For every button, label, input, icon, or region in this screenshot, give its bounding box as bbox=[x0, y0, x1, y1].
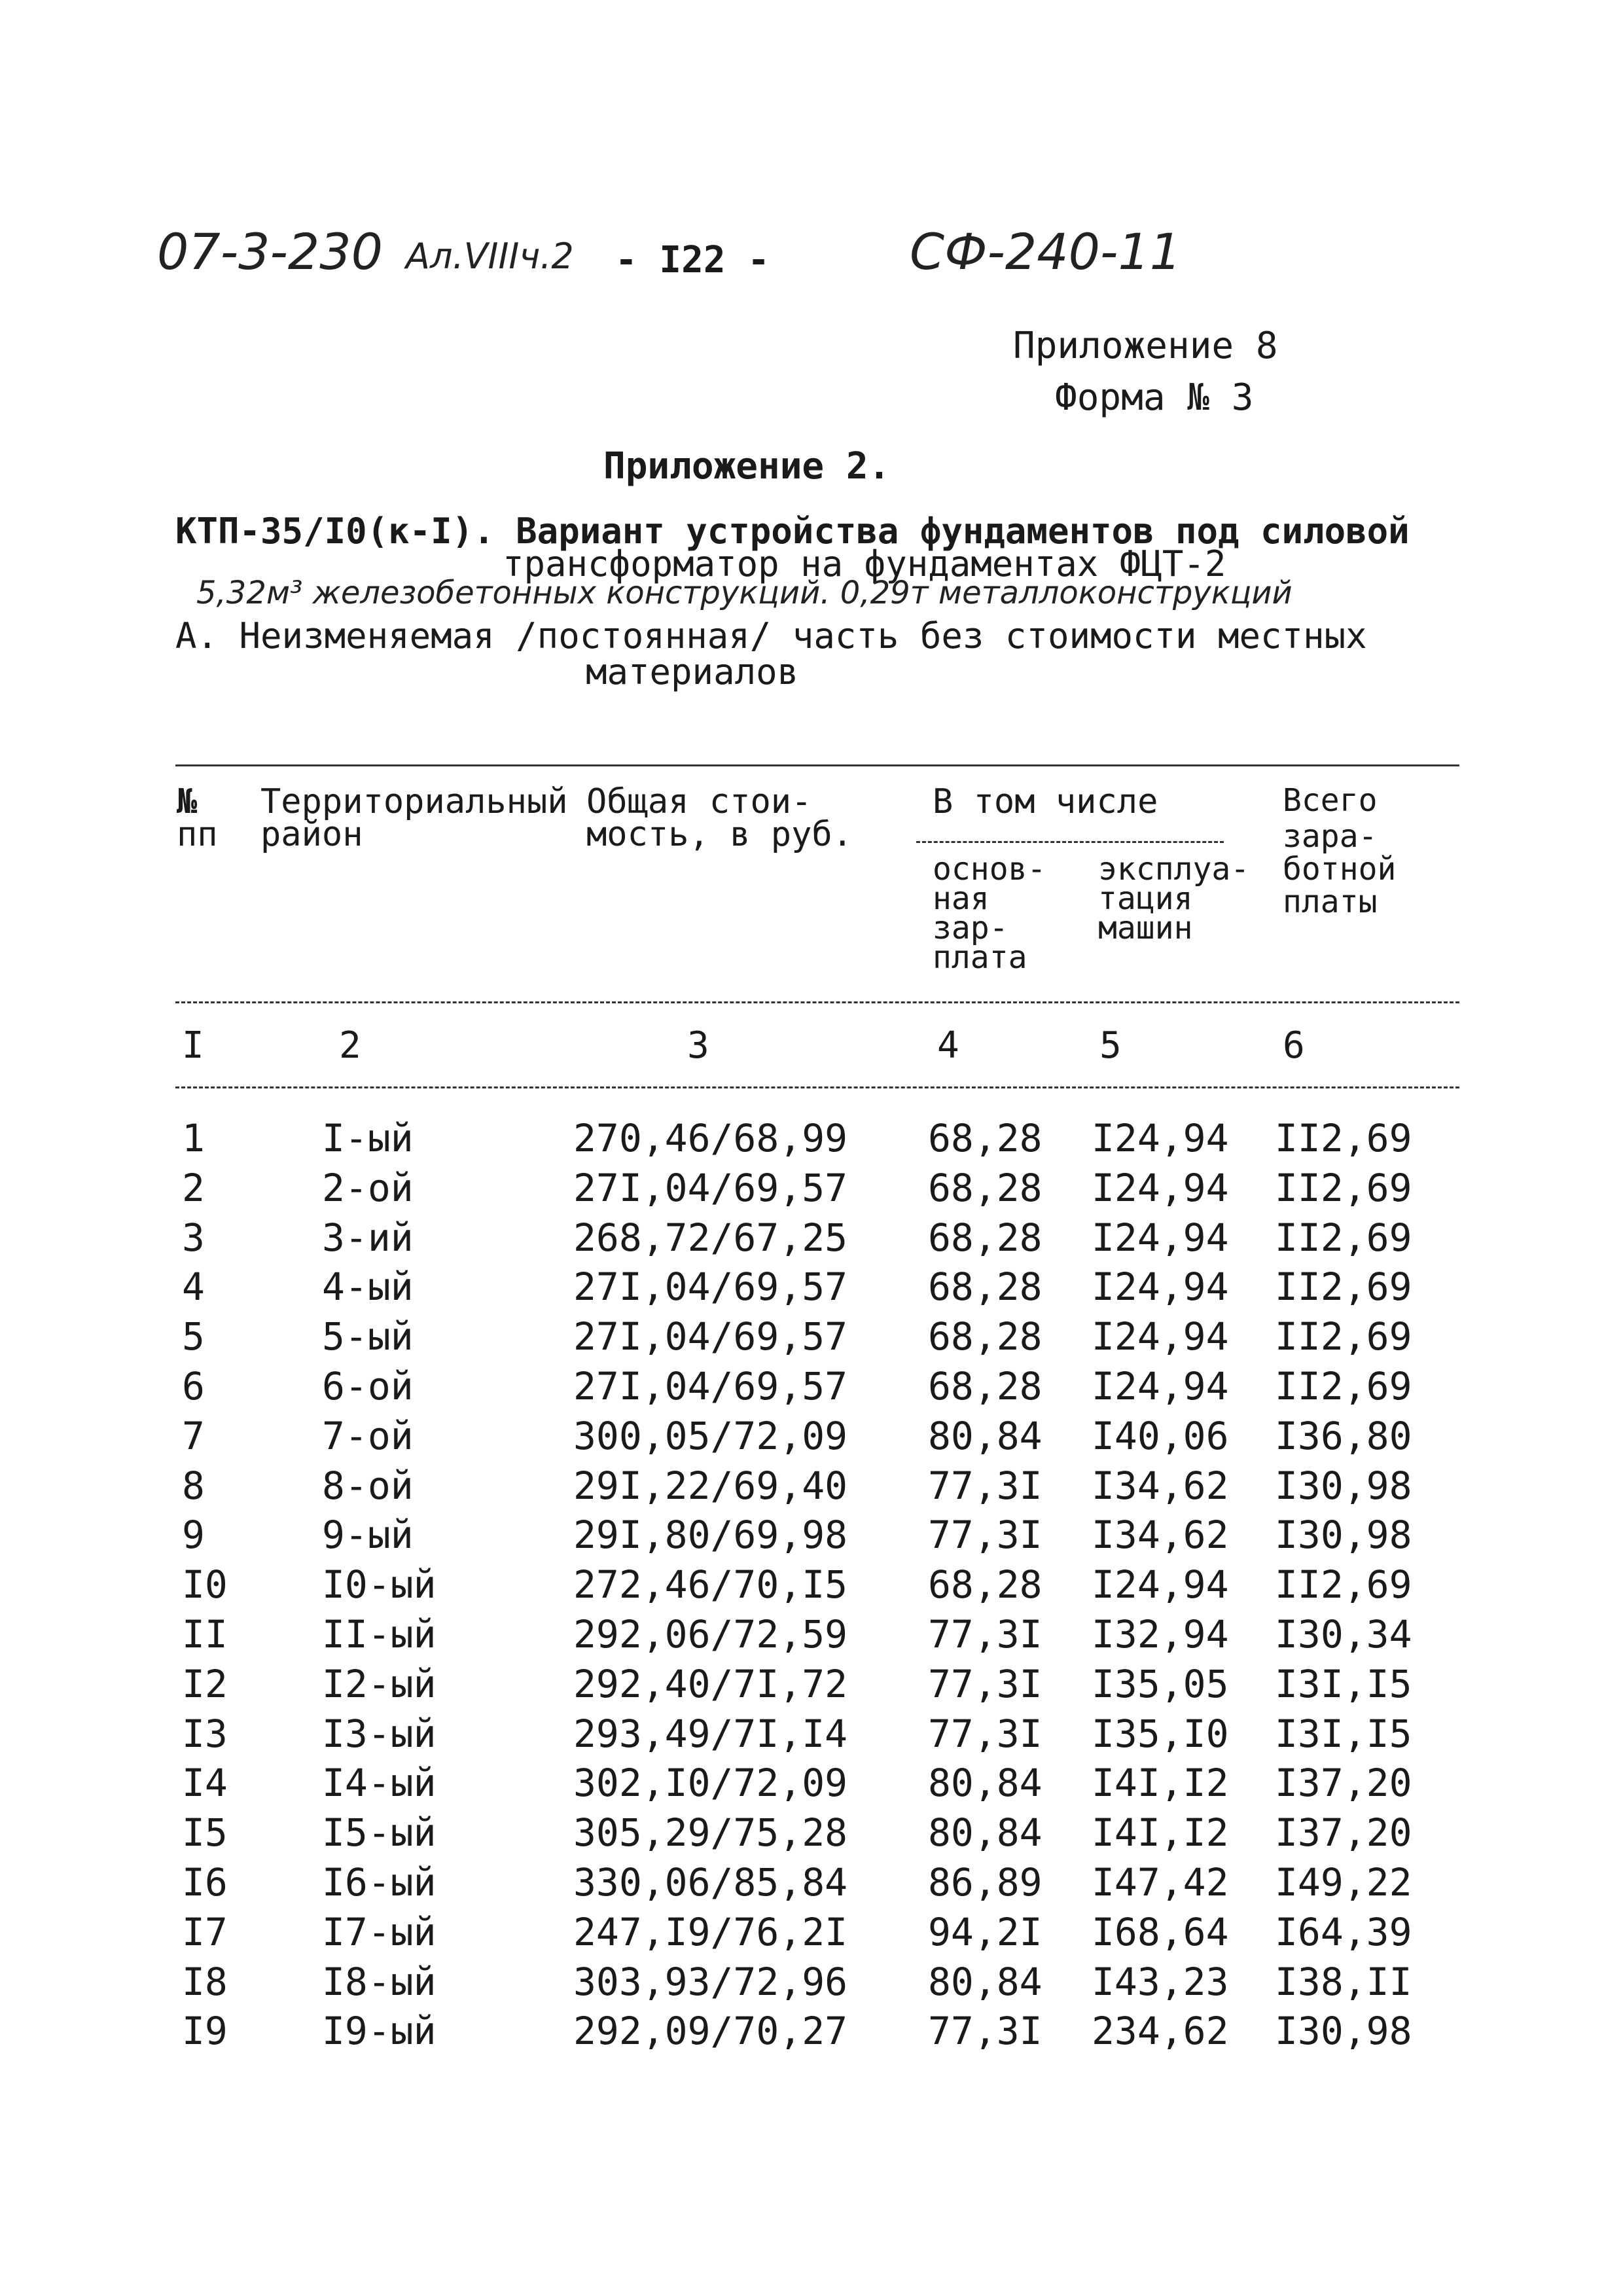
cell-number: 6 bbox=[182, 1364, 205, 1408]
cell-region: 8-ой bbox=[322, 1463, 414, 1508]
cell-total-cost: 300,05/72,09 bbox=[573, 1413, 848, 1458]
cell-total-wages: I64,39 bbox=[1275, 1909, 1412, 1954]
cell-base-wage: 80,84 bbox=[928, 1810, 1043, 1856]
cell-total-cost: 303,93/72,96 bbox=[573, 1959, 848, 2004]
cell-machine-operation: I24,94 bbox=[1092, 1215, 1229, 1260]
title-line-2: трансформатор на фундаментах ФЦТ-2 bbox=[503, 543, 1226, 584]
cell-region: 6-ой bbox=[322, 1364, 414, 1408]
section-line-1: А. Неизменяемая /постоянная/ часть без стоимости местных bbox=[175, 615, 1367, 656]
cell-number: 8 bbox=[182, 1463, 205, 1508]
cell-total-cost: 29I,80/69,98 bbox=[573, 1513, 848, 1558]
header-wages-1: Всего bbox=[1283, 782, 1378, 819]
cell-region: 5-ый bbox=[322, 1314, 414, 1359]
cell-number: I9 bbox=[182, 2009, 228, 2054]
cell-number: 4 bbox=[182, 1265, 205, 1310]
cell-total-wages: I38,II bbox=[1275, 1959, 1412, 2004]
cell-number: I6 bbox=[182, 1860, 228, 1905]
cell-base-wage: 77,3I bbox=[928, 1513, 1043, 1558]
cell-machine-operation: I24,94 bbox=[1092, 1364, 1229, 1408]
header-base-4: плата bbox=[933, 939, 1027, 976]
cell-number: I4 bbox=[182, 1761, 228, 1806]
cell-total-wages: I30,98 bbox=[1275, 2009, 1412, 2054]
cell-total-cost: 330,06/85,84 bbox=[573, 1860, 848, 1905]
album-reference: Ал.VIIIч.2 bbox=[406, 236, 574, 277]
cell-base-wage: 68,28 bbox=[928, 1116, 1043, 1160]
header-including: В том числе bbox=[933, 782, 1158, 821]
cell-machine-operation: I34,62 bbox=[1092, 1463, 1229, 1508]
cell-region: 9-ый bbox=[322, 1513, 414, 1558]
cell-total-wages: I30,98 bbox=[1275, 1513, 1412, 1558]
cell-total-wages: I37,20 bbox=[1275, 1810, 1412, 1856]
cell-number: II bbox=[182, 1612, 228, 1657]
cell-region: I8-ый bbox=[322, 1959, 437, 2004]
cell-machine-operation: I40,06 bbox=[1092, 1413, 1229, 1458]
page-number: - I22 - bbox=[615, 239, 770, 281]
cell-total-wages: II2,69 bbox=[1275, 1314, 1412, 1359]
cell-region: I0-ый bbox=[322, 1562, 437, 1607]
header-base-1: основ- bbox=[933, 851, 1046, 888]
cell-region: 2-ой bbox=[322, 1165, 414, 1210]
cell-total-wages: I3I,I5 bbox=[1275, 1711, 1412, 1756]
header-base-3: зар- bbox=[933, 910, 1008, 946]
cell-number: I3 bbox=[182, 1711, 228, 1756]
cell-region: I6-ый bbox=[322, 1860, 437, 1905]
cell-total-cost: 27I,04/69,57 bbox=[573, 1314, 848, 1359]
col-number-4: 4 bbox=[937, 1024, 959, 1067]
cell-machine-operation: I47,42 bbox=[1092, 1860, 1229, 1905]
cell-region: II-ый bbox=[322, 1612, 437, 1657]
cell-number: I7 bbox=[182, 1909, 228, 1954]
cell-region: I9-ый bbox=[322, 2009, 437, 2054]
col-number-3: 3 bbox=[687, 1024, 709, 1067]
header-wages-4: платы bbox=[1283, 884, 1378, 920]
header-machine-3: машин bbox=[1098, 910, 1193, 946]
header-machine-1: эксплуа- bbox=[1098, 851, 1250, 888]
header-wages-3: ботной bbox=[1283, 851, 1397, 888]
cell-total-cost: 29I,22/69,40 bbox=[573, 1463, 848, 1508]
cell-number: 7 bbox=[182, 1413, 205, 1458]
cell-base-wage: 80,84 bbox=[928, 1761, 1043, 1806]
cell-region: I2-ый bbox=[322, 1661, 437, 1706]
cell-base-wage: 77,3I bbox=[928, 2009, 1043, 2054]
handwritten-note: 5,32м³ железобетонных конструкций. 0,29т металлоконструкций bbox=[196, 575, 1293, 611]
table-top-rule bbox=[175, 764, 1459, 766]
header-wages-2: зара- bbox=[1283, 818, 1378, 855]
header-total-2: мость, в руб. bbox=[586, 815, 853, 854]
cell-total-cost: 293,49/7I,I4 bbox=[573, 1711, 848, 1756]
cell-total-wages: I3I,I5 bbox=[1275, 1661, 1412, 1706]
including-rule bbox=[916, 841, 1224, 843]
cell-region: 3-ий bbox=[322, 1215, 414, 1260]
cell-base-wage: 86,89 bbox=[928, 1860, 1043, 1905]
cell-machine-operation: I35,05 bbox=[1092, 1661, 1229, 1706]
cell-region: I3-ый bbox=[322, 1711, 437, 1756]
cell-total-cost: 268,72/67,25 bbox=[573, 1215, 848, 1260]
cell-number: 9 bbox=[182, 1513, 205, 1558]
cell-machine-operation: I24,94 bbox=[1092, 1314, 1229, 1359]
cell-total-cost: 27I,04/69,57 bbox=[573, 1364, 848, 1408]
cell-total-wages: I36,80 bbox=[1275, 1413, 1412, 1458]
cell-base-wage: 68,28 bbox=[928, 1364, 1043, 1408]
header-region-2: район bbox=[260, 815, 363, 854]
cell-region: 4-ый bbox=[322, 1265, 414, 1310]
cell-total-cost: 292,06/72,59 bbox=[573, 1612, 848, 1657]
cell-machine-operation: I24,94 bbox=[1092, 1165, 1229, 1210]
cell-machine-operation: I32,94 bbox=[1092, 1612, 1229, 1657]
cell-total-cost: 272,46/70,I5 bbox=[573, 1562, 848, 1607]
cell-total-wages: II2,69 bbox=[1275, 1215, 1412, 1260]
cell-total-wages: II2,69 bbox=[1275, 1165, 1412, 1210]
cell-total-cost: 292,40/7I,72 bbox=[573, 1661, 848, 1706]
header-total: Общая стои- bbox=[586, 782, 812, 821]
cell-region: I4-ый bbox=[322, 1761, 437, 1806]
cell-machine-operation: I68,64 bbox=[1092, 1909, 1229, 1954]
cell-region: I-ый bbox=[322, 1116, 414, 1160]
cell-total-wages: II2,69 bbox=[1275, 1116, 1412, 1160]
cell-machine-operation: I4I,I2 bbox=[1092, 1761, 1229, 1806]
appendix-main: Приложение 8 bbox=[1013, 325, 1278, 367]
cell-total-cost: 305,29/75,28 bbox=[573, 1810, 848, 1856]
col-number-6: 6 bbox=[1283, 1024, 1305, 1067]
cell-machine-operation: I4I,I2 bbox=[1092, 1810, 1229, 1856]
cell-total-wages: II2,69 bbox=[1275, 1364, 1412, 1408]
header-base-2: ная bbox=[933, 880, 990, 917]
title-line-1: КТП-35/I0(к-I). Вариант устройства фундаментов под силовой bbox=[175, 511, 1410, 552]
cell-total-wages: II2,69 bbox=[1275, 1562, 1412, 1607]
cell-number: I5 bbox=[182, 1810, 228, 1856]
cell-number: I0 bbox=[182, 1562, 228, 1607]
cell-base-wage: 68,28 bbox=[928, 1265, 1043, 1310]
header-num: № bbox=[177, 782, 198, 821]
cell-region: 7-ой bbox=[322, 1413, 414, 1458]
cell-machine-operation: 234,62 bbox=[1092, 2009, 1229, 2054]
cell-base-wage: 94,2I bbox=[928, 1909, 1043, 1954]
cell-total-cost: 270,46/68,99 bbox=[573, 1116, 848, 1160]
cell-machine-operation: I35,I0 bbox=[1092, 1711, 1229, 1756]
cell-total-cost: 27I,04/69,57 bbox=[573, 1265, 848, 1310]
cell-total-wages: I37,20 bbox=[1275, 1761, 1412, 1806]
cell-machine-operation: I24,94 bbox=[1092, 1562, 1229, 1607]
appendix-sub: Приложение 2. bbox=[603, 445, 891, 488]
cell-number: I8 bbox=[182, 1959, 228, 2004]
colnum-bottom-rule bbox=[175, 1086, 1459, 1088]
cell-base-wage: 68,28 bbox=[928, 1314, 1043, 1359]
document-code: 07-3-230 bbox=[157, 223, 383, 281]
cell-base-wage: 68,28 bbox=[928, 1165, 1043, 1210]
cell-total-wages: II2,69 bbox=[1275, 1265, 1412, 1310]
cell-total-wages: I49,22 bbox=[1275, 1860, 1412, 1905]
cell-machine-operation: I24,94 bbox=[1092, 1116, 1229, 1160]
cell-total-cost: 27I,04/69,57 bbox=[573, 1165, 848, 1210]
cell-base-wage: 80,84 bbox=[928, 1959, 1043, 2004]
cell-number: 2 bbox=[182, 1165, 205, 1210]
cell-base-wage: 68,28 bbox=[928, 1215, 1043, 1260]
cell-base-wage: 80,84 bbox=[928, 1413, 1043, 1458]
cell-number: 1 bbox=[182, 1116, 205, 1160]
cell-total-wages: I30,98 bbox=[1275, 1463, 1412, 1508]
cell-base-wage: 77,3I bbox=[928, 1612, 1043, 1657]
cell-number: 5 bbox=[182, 1314, 205, 1359]
cell-region: I5-ый bbox=[322, 1810, 437, 1856]
col-number-2: 2 bbox=[339, 1024, 361, 1067]
cell-base-wage: 77,3I bbox=[928, 1711, 1043, 1756]
cell-region: I7-ый bbox=[322, 1909, 437, 1954]
cell-number: I2 bbox=[182, 1661, 228, 1706]
cell-base-wage: 77,3I bbox=[928, 1661, 1043, 1706]
cell-total-cost: 292,09/70,27 bbox=[573, 2009, 848, 2054]
cell-machine-operation: I43,23 bbox=[1092, 1959, 1229, 2004]
header-region: Территориальный bbox=[260, 782, 568, 821]
cell-total-cost: 302,I0/72,09 bbox=[573, 1761, 848, 1806]
cell-total-wages: I30,34 bbox=[1275, 1612, 1412, 1657]
appendix-form: Форма № 3 bbox=[1055, 376, 1254, 419]
cell-machine-operation: I24,94 bbox=[1092, 1265, 1229, 1310]
cell-number: 3 bbox=[182, 1215, 205, 1260]
header-bottom-rule bbox=[175, 1001, 1459, 1003]
cell-base-wage: 77,3I bbox=[928, 1463, 1043, 1508]
section-line-2: материалов bbox=[586, 651, 799, 692]
cell-base-wage: 68,28 bbox=[928, 1562, 1043, 1607]
header-num-2: пп bbox=[177, 815, 218, 854]
series-code: СФ-240-11 bbox=[910, 223, 1182, 281]
cell-machine-operation: I34,62 bbox=[1092, 1513, 1229, 1558]
header-machine-2: тация bbox=[1098, 880, 1193, 917]
col-number-1: I bbox=[182, 1024, 204, 1067]
col-number-5: 5 bbox=[1099, 1024, 1122, 1067]
cell-total-cost: 247,I9/76,2I bbox=[573, 1909, 848, 1954]
